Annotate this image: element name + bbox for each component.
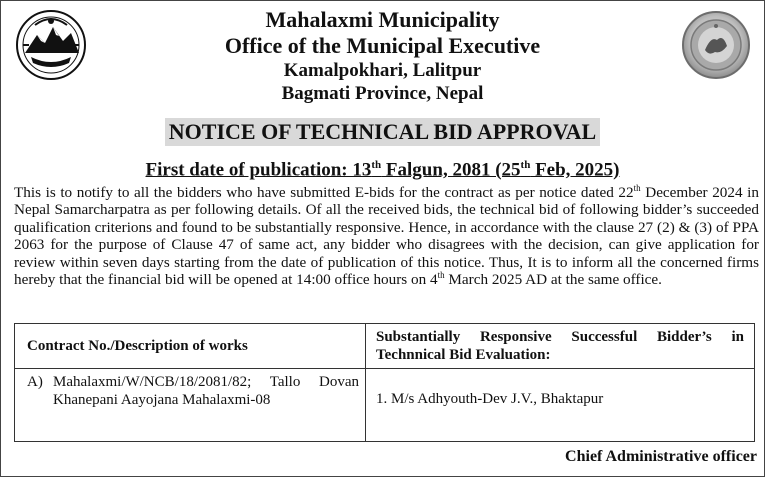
body-part-2: December 2024 in Nepal Samarcharpatra as per following details. Of all the received bids, the technical bid of following bidder’s succeeded qualification criterions and found to be substantially responsive. Hence, in accordance with the clause 27 (2) & (3) of PPA 2063 for the purpose of Clause 47 of same act, any bidder who disagrees with the decision, can give application for review within seven days starting from the date of publication of this notice. Thus, It is to inform all the concerned firms hereby that the financial bid will be opened at 14:00 office hours on 4 [14,184,759,289]
col-header-bidder: Substantially Responsive Successful Bidder’s in Technnical Bid Evaluation: [366,324,755,369]
body-sup-2: th [437,269,445,280]
pubdate-suffix: Feb, 2025) [530,159,620,181]
table-header-row [15,324,755,369]
table-row [15,369,755,442]
bidder-name: 1. M/s Adhyouth-Dev J.V., Bhaktapur [376,391,604,407]
signature-title: Chief Administrative officer [565,448,757,465]
bid-results-table [14,323,755,442]
office-name: Office of the Municipal Executive [224,33,541,58]
pubdate-sup-2: th [520,159,531,171]
pubdate-prefix: First date of publication: 13 [145,159,372,181]
province-country: Bagmati Province, Nepal [281,83,484,104]
bidder-cell [366,369,755,442]
publication-date [1,153,764,182]
row-index: A) [27,374,43,390]
body-part-1: This is to notify to all the bidders who have submitted E-bids for the contract as per notice dated 22 [14,184,634,201]
municipality-name: Mahalaxmi Municipality [265,7,500,32]
pubdate-mid: Falgun, 2081 (25 [381,159,521,181]
body-sup-1: th [633,182,641,193]
pubdate-sup-1: th [371,159,382,171]
contract-description: Mahalaxmi/W/NCB/18/2081/82; Tallo Dovan Khanepani Aayojana Mahalaxmi-08 [53,374,359,408]
letterhead [1,7,764,105]
notice-title: NOTICE OF TECHNICAL BID APPROVAL [165,118,600,146]
notice-body [14,184,759,288]
notice-title-block [1,118,764,146]
col-header-contract: Contract No./Description of works [15,324,366,369]
office-address: Kamalpokhari, Lalitpur [283,60,482,81]
contract-cell [15,369,366,442]
body-part-3: March 2025 AD at the same office. [444,271,662,289]
